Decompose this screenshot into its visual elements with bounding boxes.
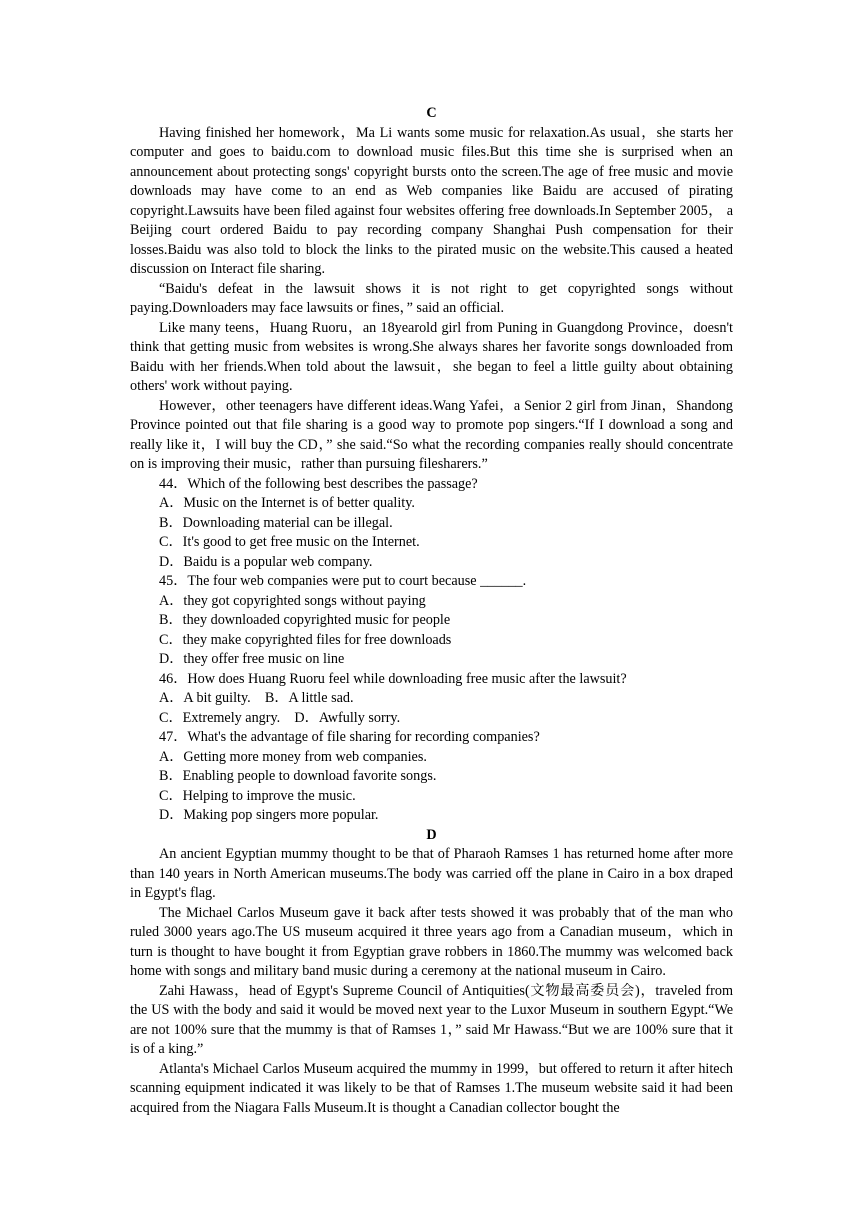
section-d-paragraph-3: Zahi Hawass，head of Egypt's Supreme Council of Antiquities(文物最高委员会)，traveled from the US with the body and said it would be moved next year to the Luxor Museum in southern Egypt.“We are not 100% sure that the mummy is that of Ramses 1，” said Mr Hawass.“But we are 100% sure that it is of a king.” [130,982,733,1057]
question-45-stem: 45．The four web companies were put to court because ______. [159,573,527,589]
question-45-option-b: B．they downloaded copyrighted music for people [159,612,451,628]
question-47-option-c: C．Helping to improve the music. [159,787,356,804]
question-47-option-d: D．Making pop singers more popular. [159,807,379,823]
section-d-paragraph-2: The Michael Carlos Museum gave it back after tests showed it was probably that of the man who ruled 3000 years ago.The US museum acquired it three years ago from a Canadian museum，which in turn is thought to have bought it from Egyptian grave robbers in 1860.The mummy was welcomed back home with songs and military band music during a ceremony at the national museum in Cairo. [130,904,733,979]
question-44 [130,475,733,573]
question-45-option-a: A．they got copyrighted songs without paying [159,592,426,609]
question-47 [130,728,733,826]
section-d-paragraph-1: An ancient Egyptian mummy thought to be that of Pharaoh Ramses 1 has returned home after more than 140 years in North American museums.The body was carried off the plane in Cairo in a box draped in Egypt's flag. [130,846,733,901]
section-c-paragraph-1: Having finished her homework，Ma Li wants some music for relaxation.As usual，she starts her computer and goes to baidu.com to download music files.But this time she is surprised when an announcement about protecting songs' copyright bursts onto the screen.The age of free music and movie downloads may have come to an end as Web companies like Baidu are accused of pirating copyright.Lawsuits have been filed against four websites offering free downloads.In September 2005， a Beijing court ordered Baidu to pay recording company Shanghai Push compensation for their losses.Baidu was also told to block the links to the pirated music on the website.This caused a heated discussion on Interact file sharing. [130,124,733,277]
section-c-title: C [426,105,437,121]
question-44-option-d: D．Baidu is a popular web company. [159,553,373,570]
question-46-options-cd: C．Extremely angry. D．Awfully sorry. [159,709,401,726]
question-46-stem: 46．How does Huang Ruoru feel while downloading free music after the lawsuit? [159,670,627,687]
question-46-options-ab: A．A bit guilty. B．A little sad. [159,690,354,706]
question-44-option-b: B．Downloading material can be illegal. [159,514,393,531]
question-44-stem: 44．Which of the following best describes the passage? [159,475,478,492]
section-c-paragraph-3: Like many teens，Huang Ruoru，an 18yearold girl from Puning in Guangdong Province，doesn't think that getting music from websites is wrong.She always shares her favorite songs downloaded from Baidu with her friends.When told about the lawsuit，she began to feel a little guilty about obtaining others' work without paying. [130,319,733,394]
page-content [130,104,733,1118]
section-c-paragraph-2: “Baidu's defeat in the lawsuit shows it is not right to get copyrighted songs without paying.Downloaders may face lawsuits or fines，” said an official. [130,280,733,316]
question-44-option-c: C．It's good to get free music on the Internet. [159,534,420,550]
question-47-stem: 47．What's the advantage of file sharing for recording companies? [159,729,540,745]
question-45-option-d: D．they offer free music on line [159,651,345,667]
section-c-paragraph-4: However，other teenagers have different ideas.Wang Yafei，a Senior 2 girl from Jinan，Shandong Province pointed out that file sharing is a good way to promote pop singers.“If I download a song and really like it，I will buy the CD，” she said.“So what the recording companies really should concentrate on is improving their music，rather than pursuing filesharers.” [130,397,733,472]
question-44-option-a: A．Music on the Internet is of better quality. [159,495,415,511]
question-45-option-c: C．they make copyrighted files for free downloads [159,631,452,648]
question-45 [130,572,733,670]
question-46 [130,670,733,729]
section-d-paragraph-4: Atlanta's Michael Carlos Museum acquired the mummy in 1999，but offered to return it after hitech scanning equipment indicated it was likely to be that of Ramses 1.The museum website said it had been acquired from the Niagara Falls Museum.It is thought a Canadian collector bought the [130,1060,733,1116]
question-47-option-a: A．Getting more money from web companies. [159,748,427,765]
section-d-title: D [426,826,437,843]
question-47-option-b: B．Enabling people to download favorite songs. [159,768,437,784]
